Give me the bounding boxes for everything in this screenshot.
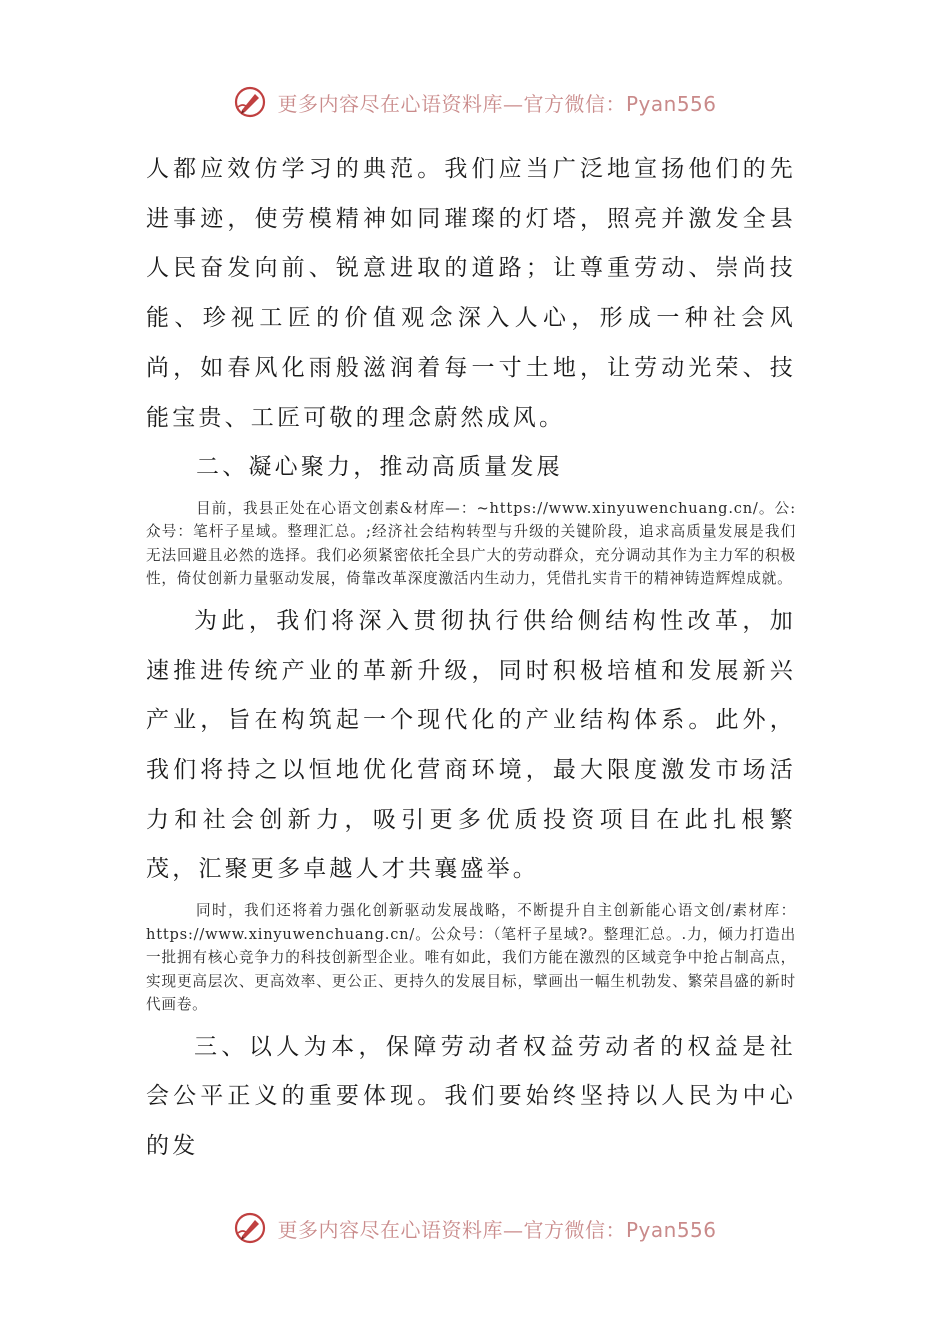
pen-nib-logo-icon xyxy=(233,85,267,119)
section-heading-2: 二、凝心聚力，推动高质量发展 xyxy=(196,454,563,481)
banner-text-cn: 更多内容尽在心语资料库—官方微信： xyxy=(277,1217,626,1242)
paragraph-3: 三、以人为本，保障劳动者权益劳动者的权益是社会公平正义的重要体现。我们要始终坚持以人民为中心的发 xyxy=(146,1033,796,1160)
footer-banner xyxy=(0,1208,950,1248)
banner-text-wechat-id: Pyan556 xyxy=(625,1217,717,1242)
small-paragraph-1: 目前，我县正处在心语文创素&材库—：~https://www.xinyuwenchuang.cn/。公:众号：笔杆子星域。整理汇总。;经济社会结构转型与升级的关键阶段，追求高质量发展是我们无法回避且必然的选择。我们必须紧密依托全县广大的劳动群众，充分调动其作为主力军的积极性，倚仗创新力量驱动发展，倚靠改革深度激活内生动力，凭借扎实肯干的精神铸造辉煌成就。 xyxy=(146,499,796,588)
pen-nib-logo-icon xyxy=(233,1211,267,1245)
small-paragraph-2: 同时，我们还将着力强化创新驱动发展战略，不断提升自主创新能心语文创/素材库：https://www.xinyuwenchuang.cn/。公众号：（笔杆子星域?。整理汇总。.力，倾力打造出一批拥有核心竞争力的科技创新型企业。唯有如此，我们方能在激烈的区域竞争中抢占制高点，实现更高层次、更高效率、更公正、更持久的发展目标，擘画出一幅生机勃发、繁荣昌盛的新时代画卷。 xyxy=(146,902,796,1014)
banner-text-cn: 更多内容尽在心语资料库—官方微信： xyxy=(277,91,626,116)
document-body xyxy=(146,145,796,1172)
banner-text xyxy=(277,1214,716,1243)
paragraph-2: 为此，我们将深入贯彻执行供给侧结构性改革，加速推进传统产业的革新升级，同时积极培植和发展新兴产业，旨在构筑起一个现代化的产业结构体系。此外，我们将持之以恒地优化营商环境，最大限度激发市场活力和社会创新力，吸引更多优质投资项目在此扎根繁茂，汇聚更多卓越人才共襄盛举。 xyxy=(146,607,796,883)
paragraph-1: 人都应效仿学习的典范。我们应当广泛地宣扬他们的先进事迹，使劳模精神如同璀璨的灯塔，照亮并激发全县人民奋发向前、锐意进取的道路；让尊重劳动、崇尚技能、珍视工匠的价值观念深入人心，形成一种社会风尚，如春风化雨般滋润着每一寸土地，让劳动光荣、技能宝贵、工匠可敬的理念蔚然成风。 xyxy=(146,156,796,431)
header-banner xyxy=(0,82,950,122)
banner-text-wechat-id: Pyan556 xyxy=(625,91,717,116)
banner-text xyxy=(277,88,716,117)
